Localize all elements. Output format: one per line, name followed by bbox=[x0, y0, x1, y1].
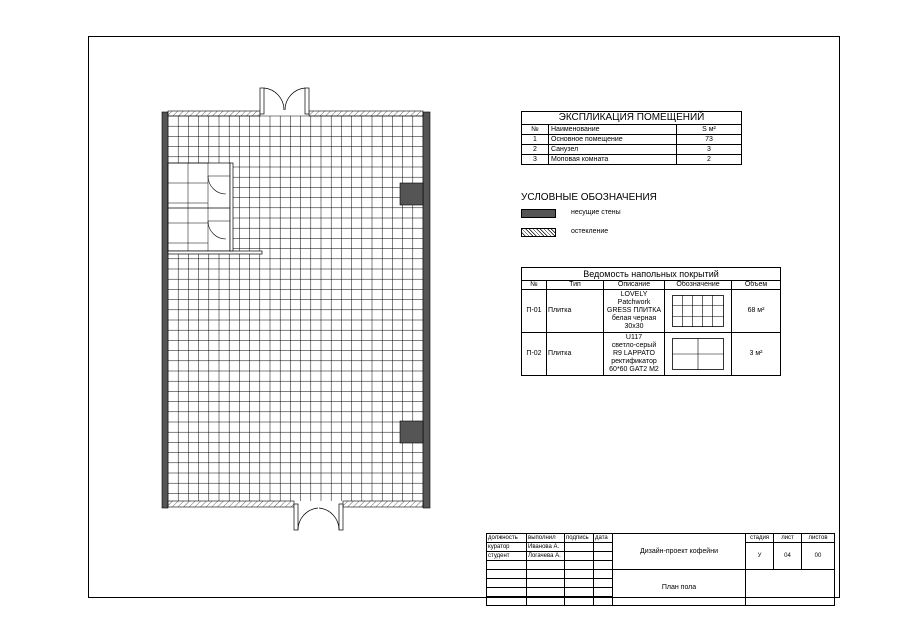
row-num: П-01 bbox=[522, 290, 547, 333]
stamp-empty bbox=[527, 597, 565, 606]
stamp-h-stage: стадия bbox=[746, 534, 774, 543]
legend-title: УСЛОВНЫЕ ОБОЗНАЧЕНИЯ bbox=[521, 192, 657, 203]
wall-right bbox=[423, 112, 430, 508]
row-num: П-02 bbox=[522, 333, 547, 376]
desc-line: светло-серый bbox=[611, 342, 657, 349]
header-volume: Объем bbox=[732, 281, 781, 290]
stamp-empty bbox=[527, 588, 565, 597]
row-name: Моповая комната bbox=[549, 155, 677, 165]
stamp-r1-date bbox=[594, 543, 613, 552]
stamp-sheets: 00 bbox=[802, 543, 835, 570]
row-area: 73 bbox=[677, 135, 742, 145]
row-desc bbox=[604, 290, 665, 333]
header-name: Наименование bbox=[549, 125, 677, 135]
row-num: 2 bbox=[522, 145, 549, 155]
desc-line: GRESS ПЛИТКА bbox=[606, 307, 662, 314]
row-num: 3 bbox=[522, 155, 549, 165]
entrance-door-top bbox=[260, 88, 309, 114]
legend-swatch-glazing bbox=[521, 228, 556, 237]
desc-line: ректификатор bbox=[611, 358, 657, 365]
table-row bbox=[522, 135, 742, 145]
stamp-empty bbox=[527, 561, 565, 570]
row-desc bbox=[604, 333, 665, 376]
stamp-empty bbox=[594, 561, 613, 570]
column-1 bbox=[400, 183, 423, 205]
stamp-empty bbox=[746, 570, 835, 606]
desc-line: 30x30 bbox=[624, 323, 644, 330]
explication-title: ЭКСПЛИКАЦИЯ ПОМЕЩЕНИЙ bbox=[522, 112, 742, 125]
stamp-r2-position: студент bbox=[487, 552, 527, 561]
header-area: S м² bbox=[677, 125, 742, 135]
row-num: 1 bbox=[522, 135, 549, 145]
row-area: 2 bbox=[677, 155, 742, 165]
row-area: 3 bbox=[677, 145, 742, 155]
table-row bbox=[522, 145, 742, 155]
stamp-empty bbox=[565, 570, 594, 579]
entrance-door-bottom bbox=[294, 504, 343, 530]
row-name: Основное помещение bbox=[549, 135, 677, 145]
stamp-empty bbox=[594, 570, 613, 579]
desc-line: R9 LAPPATO bbox=[612, 350, 656, 357]
glazing-top-left bbox=[168, 111, 260, 116]
desc-line: U117 bbox=[625, 334, 643, 341]
stamp-empty bbox=[565, 579, 594, 588]
stamp-r1-position: куратор bbox=[487, 543, 527, 552]
stamp-h-sheets: листов bbox=[802, 534, 835, 543]
floor-coverings-table bbox=[521, 267, 781, 376]
header-num: № bbox=[522, 125, 549, 135]
stamp-empty bbox=[594, 597, 613, 606]
row-volume: 3 м² bbox=[732, 333, 781, 376]
glazing-bottom-left bbox=[168, 501, 294, 507]
glazing-bottom-right bbox=[343, 501, 423, 507]
stamp-empty bbox=[565, 597, 594, 606]
stamp-h-date: дата bbox=[594, 534, 613, 543]
desc-line: белая черная bbox=[611, 315, 657, 322]
table-row bbox=[522, 333, 781, 376]
stamp-empty bbox=[487, 588, 527, 597]
desc-line: Patchwork bbox=[617, 299, 651, 306]
table-row bbox=[522, 155, 742, 165]
stamp-h-sign: подпись bbox=[565, 534, 594, 543]
header-num: № bbox=[522, 281, 547, 290]
bathroom-block bbox=[168, 163, 262, 254]
row-name: Санузел bbox=[549, 145, 677, 155]
desc-line: LOVELY bbox=[620, 291, 648, 298]
stamp-empty bbox=[487, 597, 527, 606]
stamp-r1-sign bbox=[565, 543, 594, 552]
stamp-empty bbox=[565, 561, 594, 570]
legend-swatch-walls bbox=[521, 209, 556, 218]
row-type: Плитка bbox=[547, 290, 604, 333]
stamp-project: Дизайн-проект кофейни bbox=[613, 534, 746, 570]
stamp-empty bbox=[487, 561, 527, 570]
wall-left bbox=[162, 112, 168, 508]
column-2 bbox=[400, 421, 423, 443]
explication-table bbox=[521, 111, 742, 165]
stamp-empty bbox=[594, 588, 613, 597]
symbol-tile-60 bbox=[665, 333, 732, 376]
row-volume: 68 м² bbox=[732, 290, 781, 333]
table-row bbox=[522, 290, 781, 333]
stamp-r2-sign bbox=[565, 552, 594, 561]
stamp-h-sheet: лист bbox=[774, 534, 802, 543]
stamp-empty bbox=[594, 579, 613, 588]
stamp-h-author: выполнил bbox=[527, 534, 565, 543]
glazing-top-right bbox=[309, 111, 423, 116]
floor-sheet-title: Ведомость напольных покрытий bbox=[522, 268, 781, 281]
stamp-h-position: должность bbox=[487, 534, 527, 543]
stamp-r2-date bbox=[594, 552, 613, 561]
title-block bbox=[486, 533, 835, 606]
row-type: Плитка bbox=[547, 333, 604, 376]
stamp-empty bbox=[487, 579, 527, 588]
stamp-r1-name: Иванова А. bbox=[527, 543, 565, 552]
header-type: Тип bbox=[547, 281, 604, 290]
desc-line: 60*60 GAT2 M2 bbox=[609, 366, 659, 373]
stamp-empty bbox=[527, 570, 565, 579]
stamp-empty bbox=[487, 570, 527, 579]
stamp-sheet: 04 bbox=[774, 543, 802, 570]
header-desc: Описание bbox=[604, 281, 665, 290]
stamp-empty bbox=[565, 588, 594, 597]
stamp-r2-name: Логачева А. bbox=[527, 552, 565, 561]
stamp-empty bbox=[527, 579, 565, 588]
stamp-sheet-title: План пола bbox=[613, 570, 746, 606]
legend-label-glazing: остекление bbox=[571, 228, 609, 235]
header-symbol: Обозначение bbox=[665, 281, 732, 290]
symbol-tile-30 bbox=[665, 290, 732, 333]
legend-label-walls: несущие стены bbox=[571, 209, 621, 216]
stamp-stage: У bbox=[746, 543, 774, 570]
